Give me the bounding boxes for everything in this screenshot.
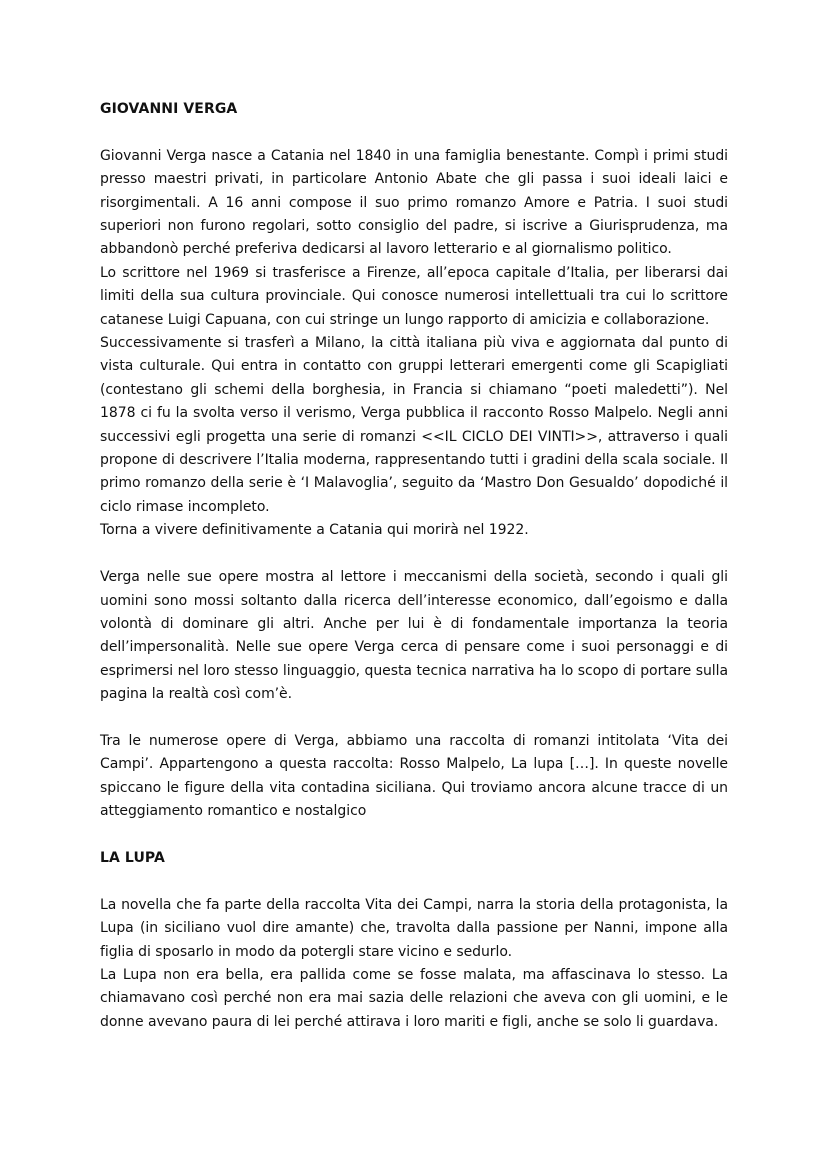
spacer <box>100 707 728 730</box>
spacer <box>100 543 728 566</box>
paragraph-biography-death: Torna a vivere definitivamente a Catania qui morirà nel 1922. <box>100 522 529 539</box>
spacer <box>100 824 728 847</box>
spacer <box>100 870 728 893</box>
paragraph-biography-florence: Lo scrittore nel 1969 si trasferisce a Firenze, all’epoca capitale d’Italia, per liberarsi dai limiti della sua cultura provinciale. Qui conosce numerosi intellettuali tra cui lo scrittore catanese Luigi Capuana, con cui stringe un lungo rapporto di amicizia e collaborazione. <box>100 264 728 328</box>
paragraph-poetics: Verga nelle sue opere mostra al lettore i meccanismi della società, secondo i quali gli uomini sono mossi soltanto dalla ricerca dell’interesse economico, dall’egoismo e dalla volontà di dominare gli altri. Anche per lui è di fondamentale importanza la teoria dell’impersonalità. Nelle sue opere Verga cerca di pensare come i suoi personaggi e di esprimersi nel loro stesso linguaggio, questa tecnica narrativa ha lo scopo di portare sulla pagina la realtà così com’è. <box>100 569 728 703</box>
paragraph-lupa-description: La Lupa non era bella, era pallida come se fosse malata, ma affascinava lo stesso. La chiamavano così perché non era mai sazia delle relazioni che aveva con gli uomini, e le donne avevano paura di lei perché attirava i loro mariti e figli, anche se solo li guardava. <box>100 966 728 1030</box>
section-heading-verga: GIOVANNI VERGA <box>100 101 238 117</box>
spacer <box>100 121 728 144</box>
section-heading-la-lupa: LA LUPA <box>100 849 165 866</box>
paragraph-vita-dei-campi: Tra le numerose opere di Verga, abbiamo una raccolta di romanzi intitolata ‘Vita dei Campi’. Appartengono a questa raccolta: Rosso Malpelo, La lupa […]. In queste novelle spiccano le figure della vita contadina siciliana. Qui troviamo ancora alcune tracce di un atteggiamento romantico e nostalgico <box>100 732 728 820</box>
document-page <box>100 98 728 1034</box>
paragraph-biography-early: Giovanni Verga nasce a Catania nel 1840 in una famiglia benestante. Compì i primi studi presso maestri privati, in particolare Antonio Abate che gli passa i suoi ideali laici e risorgimentali. A 16 anni compose il suo primo romanzo Amore e Patria. I suoi studi superiori non furono regolari, sotto consiglio del padre, si iscrive a Giurisprudenza, ma abbandonò perché preferiva dedicarsi al lavoro letterario e al giornalismo politico. <box>100 147 728 258</box>
paragraph-lupa-plot: La novella che fa parte della raccolta Vita dei Campi, narra la storia della protagonista, la Lupa (in siciliano vuol dire amante) che, travolta dalla passione per Nanni, impone alla figlia di sposarlo in modo da potergli stare vicino e sedurlo. <box>100 896 728 960</box>
paragraph-biography-milan: Successivamente si trasferì a Milano, la città italiana più viva e aggiornata dal punto di vista culturale. Qui entra in contatto con gruppi letterari emergenti come gli Scapigliati (contestano gli schemi della borghesia, in Francia si chiamano “poeti maledetti”). Nel 1878 ci fu la svolta verso il verismo, Verga pubblica il racconto Rosso Malpelo. Negli anni successivi egli progetta una serie di romanzi <<IL CICLO DEI VINTI>>, attraverso i quali propone di descrivere l’Italia moderna, rappresentando tutti i gradini della scala sociale. Il primo romanzo della serie è ‘I Malavoglia’, seguito da ‘Mastro Don Gesualdo’ dopodiché il ciclo rimase incompleto. <box>100 335 728 515</box>
